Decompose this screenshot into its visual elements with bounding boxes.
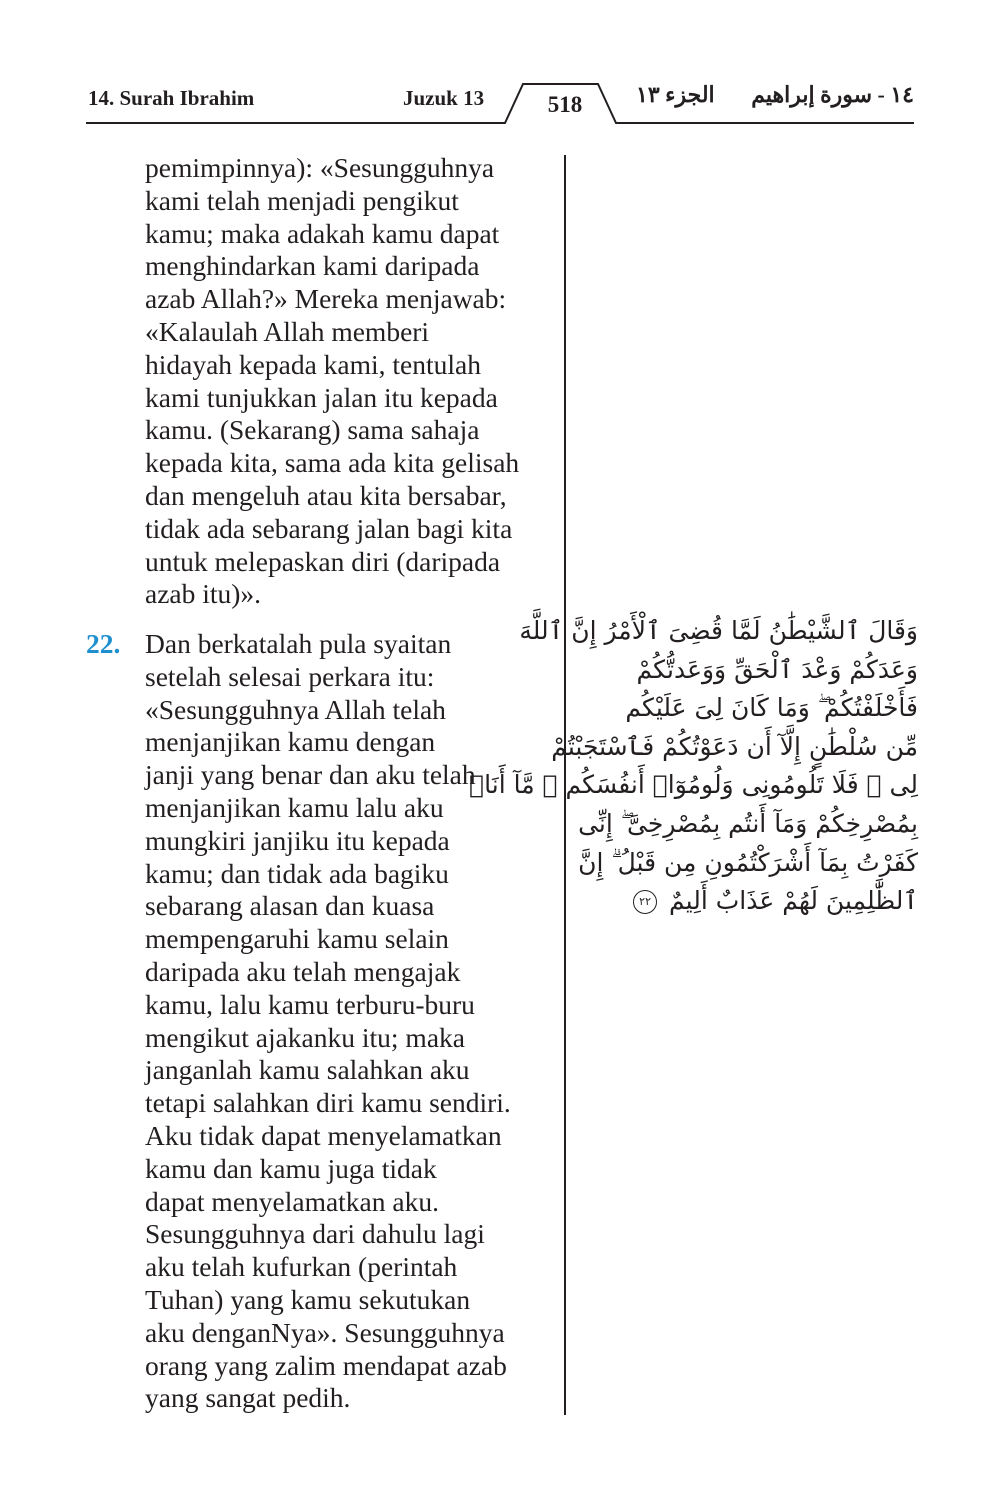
page-number: 518 — [547, 92, 583, 117]
text-line: setelah selesai perkara itu: — [145, 660, 435, 692]
text-line: menjanjikan kamu dengan — [145, 726, 436, 758]
page-header — [0, 0, 1000, 130]
text-line: menghindarkan kami daripada — [145, 250, 480, 282]
verse-number: 22. — [86, 628, 121, 659]
text-line: tetapi salahkan diri kamu sendiri. — [145, 1087, 511, 1119]
text-line: untuk melepaskan diri (daripada — [145, 545, 501, 577]
text-line: daripada aku telah mengajak — [145, 955, 461, 987]
text-line: yang sangat pedih. — [145, 1382, 351, 1414]
text-line: Tuhan) yang kamu sekutukan — [145, 1283, 471, 1315]
juz-label-arabic: الجزء ١٣ — [636, 82, 715, 107]
text-line: janji yang benar dan aku telah — [145, 759, 476, 791]
arabic-line: وَقَالَ ٱلشَّيْطَٰنُ لَمَّا قُضِىَ ٱلْأَمْرُ إِنَّ ٱللَّهَ — [519, 616, 918, 645]
surah-title-arabic: ١٤ - سورة إبراهيم — [751, 82, 914, 107]
text-line: menjanjikan kamu lalu aku — [145, 791, 444, 823]
arabic-line: كَفَرْتُ بِمَآ أَشْرَكْتُمُونِ مِن قَبْلُ ۗ إِنَّ — [578, 847, 918, 877]
arabic-line: بِمُصْرِخِكُمْ وَمَآ أَنتُم بِمُصْرِخِىَّ ۖ إِنِّى — [578, 808, 918, 838]
text-line: kepada kita, sama ada kita gelisah — [145, 447, 520, 479]
translation-paragraph-verse-22 — [145, 628, 565, 1415]
arabic-line: وَعَدَكُمْ وَعْدَ ٱلْحَقِّ وَوَعَدتُّكُمْ — [636, 654, 918, 684]
text-line: kamu dan kamu juga tidak — [145, 1152, 437, 1184]
arabic-line-last — [600, 882, 918, 921]
text-line: kamu. (Sekarang) sama sahaja — [145, 414, 480, 446]
ayah-end-marker-icon: ٢٢ — [633, 890, 657, 914]
text-line: mungkiri janjiku itu kepada — [145, 824, 450, 856]
text-line: janganlah kamu salahkan aku — [145, 1054, 470, 1086]
text-line: kami telah menjadi pengikut — [145, 184, 459, 216]
text-line: mempengaruhi kamu selain — [145, 923, 449, 955]
text-line: kamu; dan tidak ada bagiku — [145, 857, 449, 889]
text-line: Dan berkatalah pula syaitan — [145, 628, 452, 659]
text-line: Aku tidak dapat menyelamatkan — [145, 1119, 502, 1151]
text-line: azab Allah?» Mereka menjawab: — [145, 283, 507, 315]
arabic-line: لِى ۖ فَلَا تَلُومُونِى وَلُومُوٓا۟ أَنفُسَكُم ۖ مَّآ أَنَا۠ — [469, 770, 918, 800]
translation-paragraph-continued — [145, 152, 565, 611]
text-line: aku telah kufurkan (perintah — [145, 1251, 458, 1283]
text-line: kamu, lalu kamu terburu-buru — [145, 988, 475, 1020]
arabic-line: ٱلظَّٰلِمِينَ لَهُمْ عَذَابٌ أَلِيمٌ — [669, 886, 918, 916]
text-line: pemimpinnya): «Sesungguhnya — [145, 152, 495, 183]
text-line: kamu; maka adakah kamu dapat — [145, 217, 500, 249]
text-line: Sesungguhnya dari dahulu lagi — [145, 1218, 485, 1250]
arabic-line: فَأَخْلَفْتُكُمْ ۖ وَمَا كَانَ لِىَ عَلَيْكُم — [625, 693, 918, 723]
text-line: sebarang alasan dan kuasa — [145, 890, 435, 922]
arabic-verse-text — [469, 612, 918, 921]
text-line: tidak ada sebarang jalan bagi kita — [145, 512, 513, 544]
text-line: kami tunjukkan jalan itu kepada — [145, 381, 498, 413]
text-line: mengikut ajakanku itu; maka — [145, 1021, 465, 1053]
juzuk-label: Juzuk 13 — [403, 86, 485, 110]
text-line: dapat menyelamatkan aku. — [145, 1185, 439, 1217]
text-line: orang yang zalim mendapat azab — [145, 1349, 507, 1381]
text-line: hidayah kepada kami, tentulah — [145, 348, 481, 380]
text-line: azab itu)». — [145, 578, 262, 610]
text-line: dan mengeluh atau kita bersabar, — [145, 479, 507, 511]
text-line: «Kalaulah Allah memberi — [145, 315, 430, 347]
text-line: aku denganNya». Sesungguhnya — [145, 1316, 505, 1348]
surah-title-latin: 14. Surah Ibrahim — [88, 86, 255, 110]
arabic-line: مِّن سُلْطَٰنٍ إِلَّآ أَن دَعَوْتُكُمْ فَٱسْتَجَبْتُمْ — [551, 731, 918, 761]
text-line: «Sesungguhnya Allah telah — [145, 693, 446, 725]
